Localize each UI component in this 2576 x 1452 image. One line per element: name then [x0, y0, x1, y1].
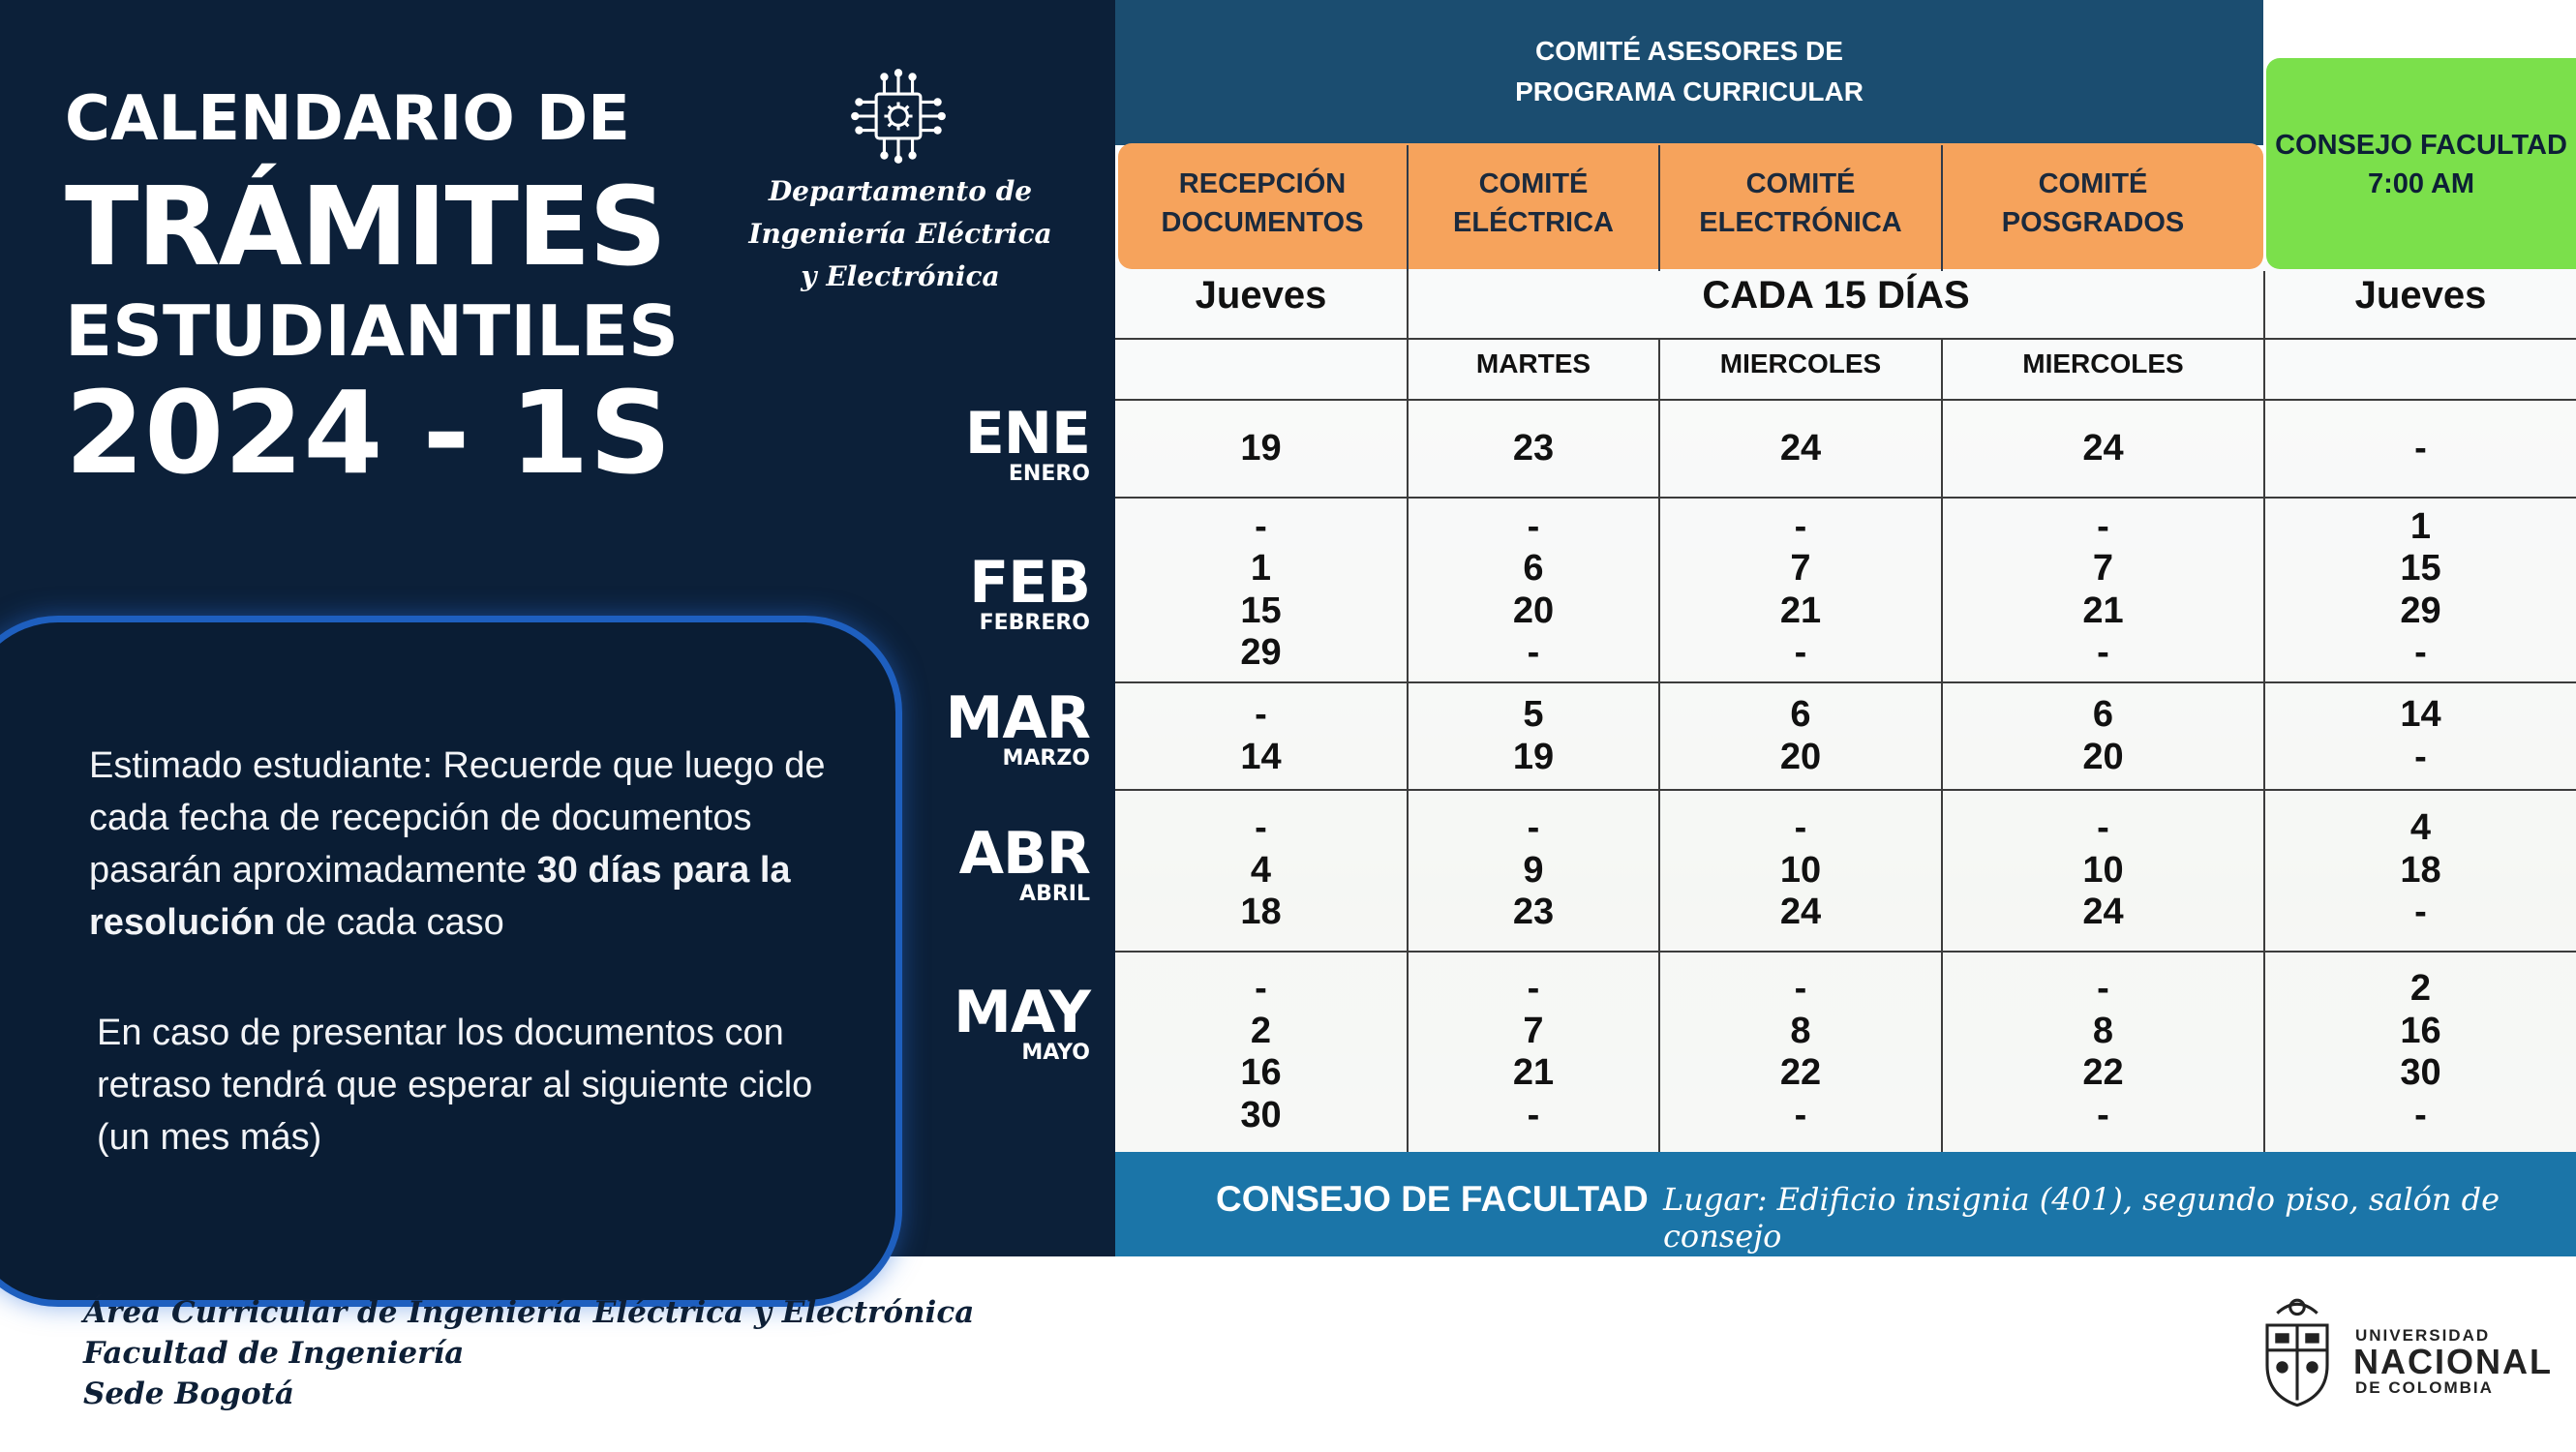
column-header-electronica — [1660, 165, 1941, 242]
date-cell-may-0 — [1115, 968, 1407, 1136]
date-value: - — [1794, 505, 1807, 547]
department-name — [745, 170, 1055, 298]
date-value: - — [1527, 505, 1540, 547]
notice-paragraph-2: En caso de presentar los documentos con retraso tendrá que esperar al siguiente ciclo (un mes más) — [97, 1013, 813, 1158]
date-cell-abr-0 — [1115, 807, 1407, 934]
date-value: - — [1255, 694, 1267, 735]
month-full: MARZO — [1002, 746, 1090, 771]
date-value: - — [2414, 892, 2427, 933]
date-value: 14 — [1240, 736, 1282, 777]
grid-line — [1115, 681, 2576, 683]
grid-line — [1115, 497, 2576, 499]
date-value: 1 — [2409, 505, 2432, 547]
day-consejo: Jueves — [2354, 274, 2487, 317]
grid-line — [1115, 399, 2576, 401]
date-value: - — [2097, 1094, 2109, 1135]
date-value: 24 — [2082, 427, 2124, 469]
date-value: 20 — [1779, 736, 1822, 777]
date-value: 21 — [1512, 1052, 1555, 1093]
date-value: - — [2414, 632, 2427, 673]
column-header-line: DOCUMENTOS — [1161, 207, 1364, 238]
notice-paragraph-1 — [89, 740, 854, 949]
date-value: 18 — [2400, 849, 2441, 891]
date-cell-feb-2 — [1660, 506, 1941, 675]
consejo-location-place: Lugar: Edificio insignia (401), segundo piso, salón de consejo — [1663, 1181, 2500, 1255]
date-value: 5 — [1523, 694, 1544, 735]
comite-group-header: COMITÉ ASESORES DE PROGRAMA CURRICULAR — [1515, 36, 1864, 106]
title-line-2: TRÁMITES — [65, 165, 666, 290]
weekday-electronica: MIERCOLES — [1719, 348, 1882, 378]
notice-box — [0, 616, 902, 1307]
date-value: - — [1527, 1094, 1540, 1135]
date-value: 24 — [1779, 892, 1822, 933]
date-value: - — [1794, 807, 1807, 849]
title-line-3: ESTUDIANTILES — [65, 290, 679, 372]
department-name-line-2: Ingeniería Eléctrica — [748, 218, 1052, 250]
date-value: 23 — [1512, 427, 1555, 469]
weekday-electrica: MARTES — [1475, 348, 1591, 378]
date-value: 21 — [1779, 590, 1822, 631]
date-value: 14 — [2400, 694, 2441, 735]
date-cell-may-3 — [1943, 968, 2263, 1136]
grid-line — [1115, 951, 2576, 953]
date-value: 19 — [1512, 736, 1555, 777]
date-cell-ene-3 — [1943, 428, 2263, 470]
column-header-line: COMITÉ — [2038, 168, 2148, 199]
day-recepcion: Jueves — [1195, 274, 1327, 317]
date-value: 4 — [2409, 807, 2432, 849]
date-value: 22 — [1779, 1052, 1822, 1093]
date-cell-mar-3 — [1943, 694, 2263, 778]
date-value: 6 — [2092, 694, 2114, 735]
date-cell-abr-4 — [2265, 807, 2576, 934]
date-cell-ene-0 — [1115, 428, 1407, 470]
column-header-posgrados — [1943, 165, 2243, 242]
footer-line-2: Facultad de Ingeniería — [83, 1336, 465, 1371]
column-header-line: ELECTRÓNICA — [1699, 207, 1902, 238]
date-value: 7 — [2092, 548, 2114, 589]
date-value: 29 — [1240, 632, 1282, 673]
date-cell-may-2 — [1660, 968, 1941, 1136]
date-cell-mar-0 — [1115, 694, 1407, 778]
month-abbr: FEB — [969, 549, 1090, 617]
date-value: 29 — [2400, 590, 2441, 631]
month-label-feb — [969, 549, 1090, 635]
department-name-line-3: y Electrónica — [801, 260, 1000, 292]
month-abbr: ABR — [958, 820, 1090, 888]
title-line-4: 2024 - 1S — [65, 366, 672, 499]
university-name-line-2: NACIONAL — [2353, 1342, 2553, 1381]
month-full: ENERO — [1008, 462, 1090, 486]
date-value: - — [1255, 505, 1267, 547]
date-value: 6 — [1523, 548, 1544, 589]
date-value: 4 — [1250, 849, 1272, 891]
date-cell-ene-1 — [1409, 428, 1658, 470]
date-value: 1 — [1250, 548, 1272, 589]
month-full: ABRIL — [1019, 882, 1090, 906]
date-value: - — [2097, 505, 2109, 547]
date-cell-feb-1 — [1409, 506, 1658, 675]
date-cell-mar-2 — [1660, 694, 1941, 778]
column-header-line: 7:00 AM — [2367, 168, 2475, 199]
date-value: - — [1527, 968, 1540, 1009]
date-value: 8 — [2092, 1010, 2114, 1051]
column-header-recepcion — [1118, 165, 1407, 242]
date-value: - — [2414, 1094, 2427, 1135]
date-value: - — [2097, 807, 2109, 849]
weekday-posgrados: MIERCOLES — [2022, 348, 2184, 378]
date-value: 18 — [1240, 892, 1282, 933]
date-cell-feb-3 — [1943, 506, 2263, 675]
month-abbr: ENE — [964, 400, 1090, 468]
grid-line — [1115, 789, 2576, 791]
date-value: 6 — [1790, 694, 1811, 735]
date-value: - — [2097, 968, 2109, 1009]
title-line-1: CALENDARIO DE — [65, 83, 630, 155]
date-value: 30 — [1240, 1094, 1282, 1135]
notice-text-1b: de cada caso — [275, 902, 504, 943]
consejo-location-title: CONSEJO DE FACULTAD — [1216, 1179, 1649, 1219]
date-value: - — [1794, 632, 1807, 673]
date-value: - — [1527, 807, 1540, 849]
month-full: FEBRERO — [979, 611, 1090, 635]
column-header-line: CONSEJO FACULTAD — [2275, 130, 2567, 161]
date-value: 15 — [2400, 548, 2441, 589]
month-abbr: MAY — [954, 979, 1090, 1046]
notice-text-1-bold: 30 días para la resolución — [89, 850, 791, 943]
date-value: 23 — [1512, 892, 1555, 933]
month-label-may — [954, 979, 1090, 1065]
date-cell-mar-1 — [1409, 694, 1658, 778]
date-value: 19 — [1240, 427, 1282, 469]
date-cell-abr-2 — [1660, 807, 1941, 934]
date-value: 16 — [1240, 1052, 1282, 1093]
date-value: 10 — [2082, 849, 2124, 891]
date-value: 30 — [2400, 1052, 2441, 1093]
date-value: 16 — [2400, 1010, 2441, 1051]
date-value: 2 — [1250, 1010, 1272, 1051]
notice-text-1a: Estimado estudiante: Recuerde que luego de cada fecha de recepción de documentos pasarán aproximadamente — [89, 745, 826, 891]
date-cell-ene-2 — [1660, 428, 1941, 470]
date-value: 15 — [1240, 590, 1282, 631]
date-value: 21 — [2082, 590, 2124, 631]
day-comites: CADA 15 DÍAS — [1702, 274, 1970, 317]
university-name-line-3: DE COLOMBIA — [2355, 1378, 2494, 1397]
footer-line-3: Sede Bogotá — [83, 1376, 294, 1411]
date-value: 8 — [1790, 1010, 1811, 1051]
university-seal-icon — [2246, 1295, 2349, 1415]
column-header-line: POSGRADOS — [2001, 207, 2185, 238]
date-cell-feb-4 — [2265, 506, 2576, 675]
date-cell-may-1 — [1409, 968, 1658, 1136]
grid-line — [1115, 338, 2576, 340]
university-name-line-1: UNIVERSIDAD — [2355, 1326, 2491, 1345]
column-header-line: COMITÉ — [1745, 168, 1856, 199]
department-name-line-1: Departamento de — [768, 175, 1033, 207]
column-header-line: ELÉCTRICA — [1453, 207, 1614, 238]
date-value: 24 — [1779, 427, 1822, 469]
circuit-chip-icon — [848, 66, 949, 166]
date-value: - — [2414, 736, 2427, 777]
footer-line-1: Área Curricular de Ingeniería Eléctrica y Electrónica — [83, 1295, 975, 1330]
date-value: 22 — [2082, 1052, 2124, 1093]
date-value: - — [1527, 632, 1540, 673]
month-label-abr — [958, 820, 1090, 906]
date-value: 20 — [2082, 736, 2124, 777]
column-header-electrica — [1409, 165, 1658, 242]
month-label-ene — [964, 400, 1090, 486]
date-cell-may-4 — [2265, 968, 2576, 1136]
month-label-mar — [945, 684, 1090, 771]
date-cell-ene-4 — [2265, 428, 2576, 470]
date-value: - — [1255, 968, 1267, 1009]
column-header-line: RECEPCIÓN — [1178, 168, 1347, 199]
date-cell-abr-1 — [1409, 807, 1658, 934]
month-abbr: MAR — [945, 684, 1090, 752]
date-value: - — [1255, 807, 1267, 849]
date-value: 2 — [2409, 968, 2432, 1009]
date-value: - — [2097, 632, 2109, 673]
date-cell-mar-4 — [2265, 694, 2576, 778]
date-cell-abr-3 — [1943, 807, 2263, 934]
date-value: 9 — [1523, 849, 1544, 891]
date-value: 7 — [1790, 548, 1811, 589]
date-cell-feb-0 — [1115, 506, 1407, 675]
date-value: 7 — [1523, 1010, 1544, 1051]
date-value: - — [1794, 1094, 1807, 1135]
date-value: - — [1794, 968, 1807, 1009]
date-value: 24 — [2082, 892, 2124, 933]
column-header-consejo — [2270, 126, 2572, 203]
column-header-line: COMITÉ — [1478, 168, 1589, 199]
date-value: 10 — [1779, 849, 1822, 891]
date-value: - — [2414, 427, 2427, 469]
month-full: MAYO — [1021, 1041, 1090, 1065]
date-value: 20 — [1512, 590, 1555, 631]
